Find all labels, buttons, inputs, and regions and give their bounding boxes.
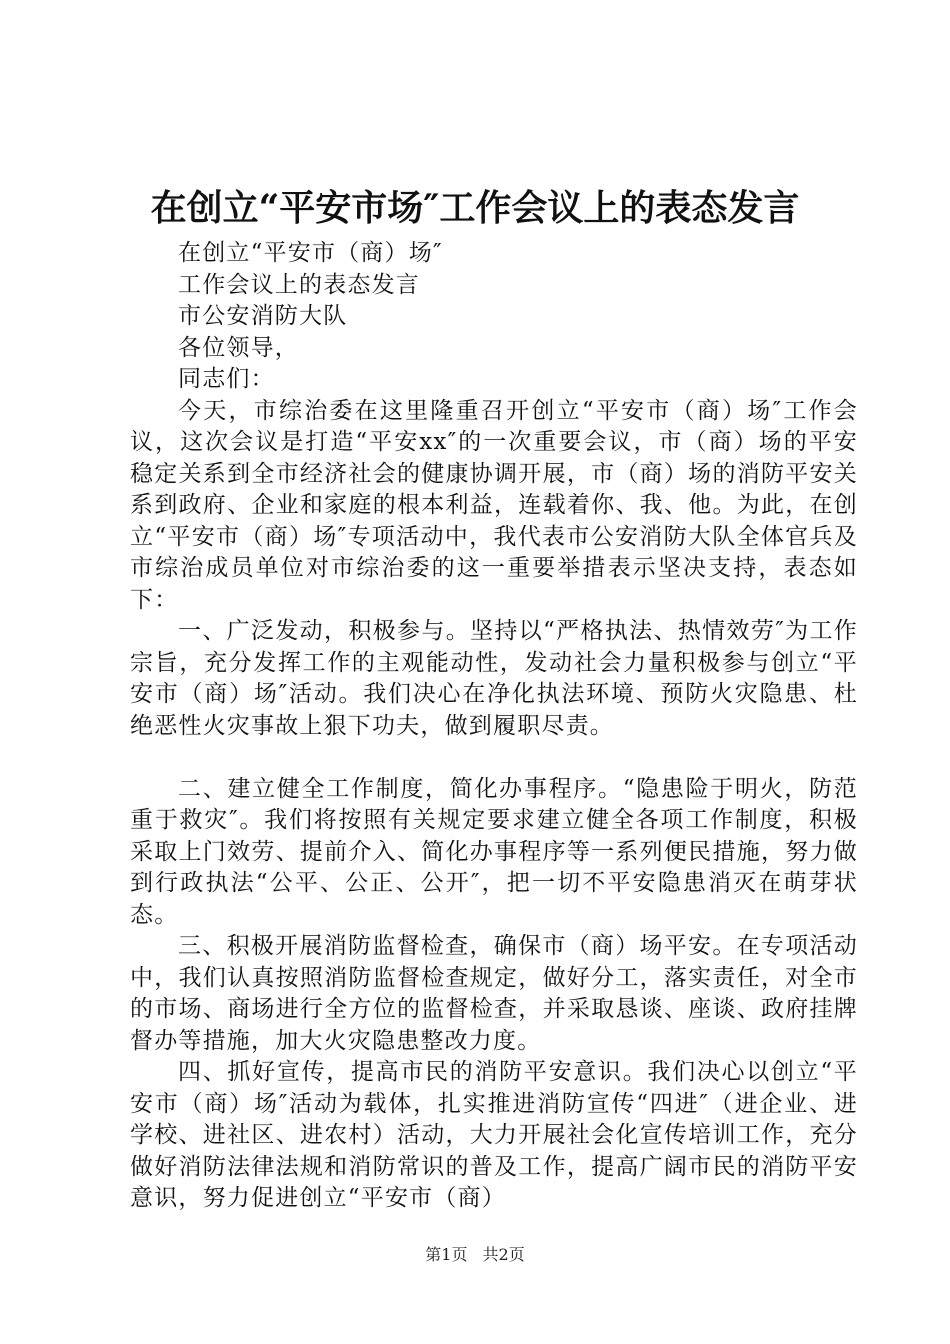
heading-line-speaker: 市公安消防大队	[178, 303, 348, 329]
salutation-leaders: 各位领导，	[178, 334, 299, 361]
page-number-current: 第1页	[425, 1245, 468, 1264]
document-title: 在创立“平安市场″工作会议上的表态发言	[150, 187, 800, 229]
page-footer	[0, 1244, 950, 1266]
paragraph-intro: 今天，市综治委在这里隆重召开创立“平安市（商）场″工作会议，这次会议是打造“平安xx″的一次重要会议，市（商）场的平安稳定关系到全市经济社会的健康协调开展，市（商）场的消防平安关系到政府、企业和家庭的根本利益，连载着你、我、他。为此，在创立“平安市（商）场″专项活动中，我代表市公安消防大队全体官兵及市综治成员单位对市综治委的这一重要举措表示坚决支持，表态如下：	[130, 397, 858, 613]
heading-line-event: 在创立“平安市（商）场″	[178, 240, 443, 266]
heading-line-subject: 工作会议上的表态发言	[178, 271, 420, 298]
paragraph-point-two: 二、建立健全工作制度，简化办事程序。“隐患险于明火，防范重于救灾″。我们将按照有关规定要求建立健全各项工作制度，积极采取上门效劳、提前介入、简化办事程序等一系列便民措施，努力做到行政执法“公平、公正、公开″，把一切不平安隐患消灭在萌芽状态。	[130, 775, 858, 928]
paragraph-point-four: 四、抓好宣传，提高市民的消防平安意识。我们决心以创立“平安市（商）场″活动为载体，扎实推进消防宣传“四进″（进企业、进学校、进社区、进农村）活动，大力开展社会化宣传培训工作，充分做好消防法律法规和消防常识的普及工作，提高广阔市民的消防平安意识，努力促进创立“平安市（商）	[130, 1059, 858, 1211]
paragraph-point-one: 一、广泛发动，积极参与。坚持以“严格执法、热情效劳″为工作宗旨，充分发挥工作的主观能动性，发动社会力量积极参与创立“平安市（商）场″活动。我们决心在净化执法环境、预防火灾隐患、杜绝恶性火灾事故上狠下功夫，做到履职尽责。	[130, 618, 858, 739]
page-number-total: 共2页	[482, 1245, 525, 1264]
paragraph-point-three: 三、积极开展消防监督检查，确保市（商）场平安。在专项活动中，我们认真按照消防监督检查规定，做好分工，落实责任，对全市的市场、商场进行全方位的监督检查，并采取恳谈、座谈、政府挂牌督办等措施，加大火灾隐患整改力度。	[130, 933, 858, 1054]
document-body	[130, 238, 858, 1215]
salutation-comrades: 同志们：	[178, 366, 275, 392]
